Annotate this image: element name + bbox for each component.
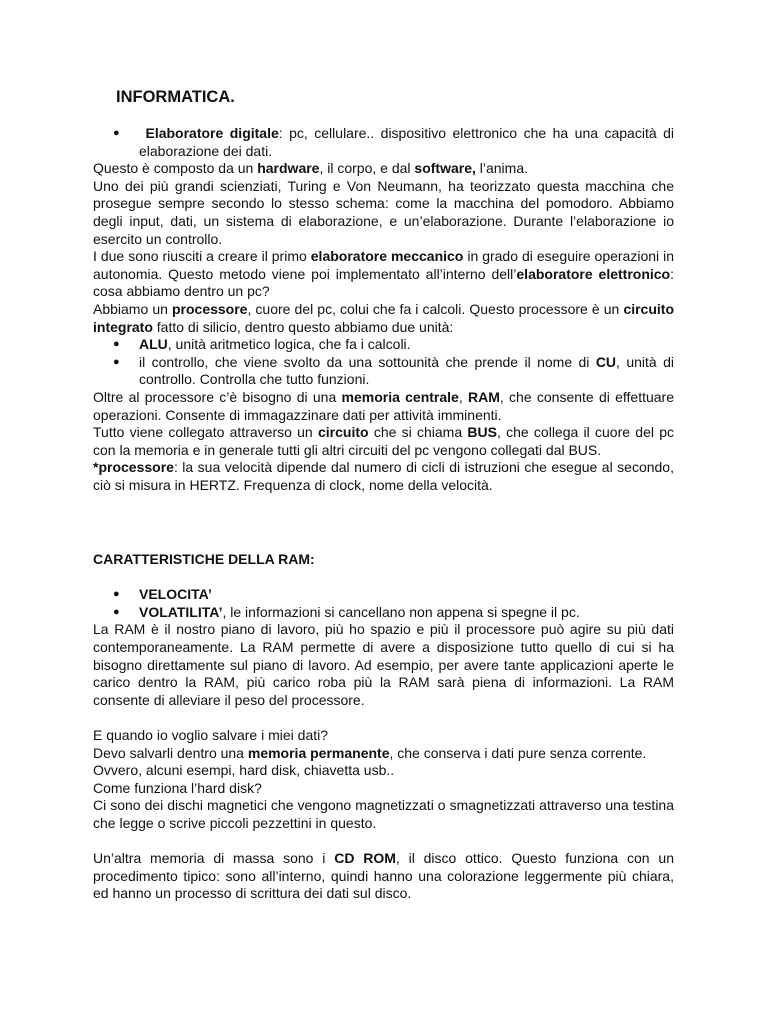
text-run: Abbiamo un xyxy=(93,300,172,317)
paragraph-piano-lavoro: La RAM è il nostro piano di lavoro, più ho spazio e più il processore può agire su più dati contemporaneamente. La RAM permette di avere a disposizione tutto quello di cui si ha bisogno direttamente sul piano di lavoro. Ad esempio, per avere tante applicazioni aperte le carico dentro la RAM, più carico roba più la RAM sarà piena di informazioni. La RAM consente di alleviare il peso del processore. xyxy=(93,621,674,708)
text-run: Tutto viene collegato attraverso un xyxy=(93,424,318,441)
text-run: , il corpo, e dal xyxy=(319,160,415,177)
bold-term: Elaboratore digitale xyxy=(145,125,279,141)
text-run: : pc, cellulare.. dispositivo elettronico che ha una capacità di elaborazione dei dati. xyxy=(139,125,674,159)
bullet-alu xyxy=(93,336,674,354)
text-run: , unità di controllo. Controlla che tutto funzioni. xyxy=(139,353,674,388)
bold-term: BUS xyxy=(467,424,497,441)
section-informatica xyxy=(93,125,674,494)
paragraph-turing: Uno dei più grandi scienziati, Turing e Von Neumann, ha teorizzato questa macchina che prosegue sempre secondo lo stesso schema: come la macchina del pomodoro. Abbiamo degli input, dati, un sistema di elaborazione, e un’elaborazione. Durante l’elaborazione io esercito un controllo. xyxy=(93,177,674,247)
bold-term: VELOCITA’ xyxy=(139,586,212,603)
bullet-velocita xyxy=(93,586,674,604)
text-run: Devo salvarli dentro una xyxy=(93,744,248,761)
paragraph-processore xyxy=(93,301,674,336)
bold-term: ALU xyxy=(139,336,168,353)
bullet-dot-icon: ● xyxy=(113,355,120,368)
text-run: Un’altra memoria di massa sono i xyxy=(93,850,335,867)
bold-term: CU xyxy=(595,353,617,370)
paragraph-dischi-magnetici: Ci sono dei dischi magnetici che vengono magnetizzati o smagnetizzati attraverso una testina che legge o scrive piccoli pezzettini in questo. xyxy=(93,797,674,831)
paragraph-ram xyxy=(93,389,674,424)
bullet-text xyxy=(139,125,674,160)
bold-term: circuito integrato xyxy=(93,300,675,335)
paragraph-hard-disk-question: Come funziona l’hard disk? xyxy=(93,779,262,796)
bullet-cu xyxy=(93,354,674,389)
paragraph-elaboratore xyxy=(93,248,674,301)
bold-term: memoria centrale xyxy=(341,388,459,405)
paragraph-cd-rom xyxy=(93,850,674,903)
bullet-text xyxy=(139,586,674,604)
bold-term: memoria permanente xyxy=(247,744,390,761)
section-ram xyxy=(93,551,674,903)
bold-term: elaboratore meccanico xyxy=(310,248,464,265)
text-run: , che consente di effettuare operazioni. Consente di immagazzinare dati per attività imminenti. xyxy=(93,388,675,423)
bold-term: CD ROM xyxy=(334,850,396,867)
bullet-dot-icon: ● xyxy=(113,588,120,601)
text-run: : cosa abbiamo dentro un pc? xyxy=(93,265,674,300)
text-run: Questo è composto da un xyxy=(93,160,258,177)
bullet-dot-icon: ● xyxy=(113,127,120,139)
text-run: il controllo, che viene svolto da una sottounità che prende il nome di xyxy=(139,353,596,370)
bullet-elaboratore-digitale xyxy=(93,125,674,160)
section-heading: CARATTERISTICHE DELLA RAM: xyxy=(93,551,315,567)
text-run: fatto di silicio, dentro questo abbiamo due unità: xyxy=(152,318,454,335)
bold-term: processore xyxy=(171,300,248,317)
bullet-dot-icon: ● xyxy=(113,605,120,618)
text-run: , il disco ottico. Questo funziona con un procedimento tipico: sono all’interno, quindi hanno una colorazione leggermente più chiara, ed hanno un processo di scrittura dei dati sul disco. xyxy=(93,850,674,902)
bold-term: circuito xyxy=(317,424,369,441)
document-title: INFORMATICA. xyxy=(116,88,235,106)
text-run: , che collega il cuore del pc con la memoria e in generale tutti gli altri circuiti del pc vengono collegati dal BUS. xyxy=(93,424,675,458)
bold-term: RAM xyxy=(468,388,500,405)
paragraph-memoria-permanente xyxy=(93,745,674,763)
bold-term: software, xyxy=(414,160,476,177)
text-run: l’anima. xyxy=(475,160,529,177)
text-run: Oltre al processore c’è bisogno di una xyxy=(93,388,342,405)
bullet-text xyxy=(139,354,674,389)
text-run: , le informazioni si cancellano non appena si spegne il pc. xyxy=(222,603,580,620)
text-run: , cuore del pc, colui che fa i calcoli. Questo processore è un xyxy=(247,300,624,317)
text-run: , unità aritmetico logica, che fa i calcoli. xyxy=(167,336,411,353)
paragraph-processore-note xyxy=(93,459,674,494)
text-run: : la sua velocità dipende dal numero di cicli di istruzioni che esegue al secondo, ciò si misura in HERTZ. Frequenza di clock, nome della velocità. xyxy=(93,459,674,493)
text-run: , che conserva i dati pure senza corrente. xyxy=(389,744,647,761)
paragraph-hardware-software xyxy=(93,160,674,178)
bullet-dot-icon: ● xyxy=(113,338,120,351)
text-run: che si chiama xyxy=(368,424,468,441)
paragraph-esempi: Ovvero, alcuni esempi, hard disk, chiavetta usb.. xyxy=(93,762,395,779)
text-run: in grado di eseguire operazioni in autonomia. Questo metodo viene poi implementato all’interno dell’ xyxy=(93,248,674,282)
paragraph-salvare: E quando io voglio salvare i miei dati? xyxy=(93,726,329,743)
bullet-text xyxy=(139,336,674,354)
bullet-text xyxy=(139,604,674,622)
text-run: I due sono riusciti a creare il primo xyxy=(93,248,311,265)
text-run: , xyxy=(458,388,468,405)
bold-term: VOLATILITA’ xyxy=(139,603,223,620)
bold-term: *processore xyxy=(93,459,174,476)
bold-term: hardware xyxy=(257,160,320,177)
bold-term: elaboratore elettronico xyxy=(516,265,671,282)
paragraph-bus xyxy=(93,424,674,459)
bullet-volatilita xyxy=(93,604,674,622)
